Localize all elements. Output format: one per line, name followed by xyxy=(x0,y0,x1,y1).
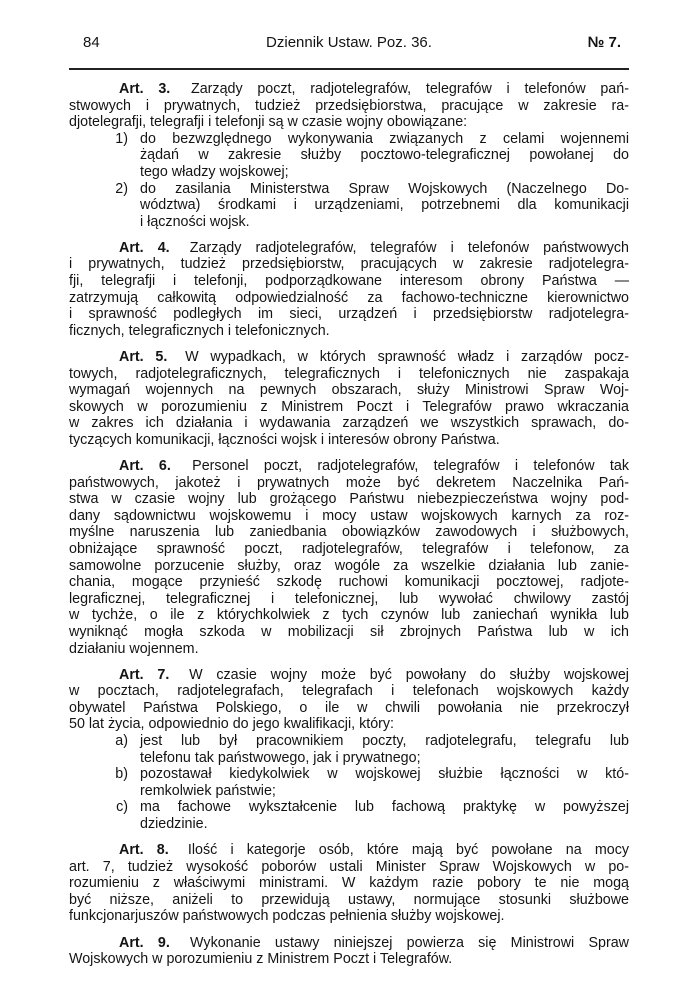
article-label: Art. 7. xyxy=(119,666,170,683)
line-text: Wykonanie ustawy niniejszej powierza się Ministrowi Spraw xyxy=(190,934,629,951)
list-marker: b) xyxy=(115,766,128,783)
text-line xyxy=(69,524,629,541)
text-line xyxy=(69,273,629,290)
article-label: Art. 8. xyxy=(119,842,169,859)
text-line: do bezwzględnego wykonywania związanych z celami wojennemi xyxy=(140,130,629,147)
line-text: chania, mogące przynieść szkodę ruchowi komunikacji pocztowej, radjote- xyxy=(69,574,629,591)
line-text: w tychże, o ile z którychkolwiek z tych czynów lub zaniechań wynikła lub xyxy=(69,607,629,624)
list-item-text xyxy=(140,181,629,231)
document-body xyxy=(69,81,629,977)
text-line xyxy=(69,81,629,98)
line-text: Personel poczt, radjotelegrafów, telegrafów i telefonów tak xyxy=(192,457,629,474)
text-line xyxy=(69,240,629,257)
text-line xyxy=(69,491,629,508)
text-line: wództwa) środkami i urządzeniami, potrzebnemi dla komunikacji xyxy=(140,197,629,214)
text-line xyxy=(69,641,629,658)
line-text: legraficznej, telegraficznej i telefonicznej, lub wywołać chwilowy zastój xyxy=(69,590,629,607)
text-line: i łączności wojsk. xyxy=(140,213,250,230)
line-text: stwowych i prywatnych, tudzież przedsiębiorstwa, pracujące w zakresie ra- xyxy=(69,97,629,114)
text-line xyxy=(69,475,629,492)
line-text: obniżające sprawność poczt, radjotelegrafów, telegrafów i telefonow, za xyxy=(69,540,629,557)
text-line xyxy=(69,399,629,416)
text-line xyxy=(69,349,629,366)
text-line xyxy=(69,366,629,383)
line-text: art. 7, tudzież wysokość poborów ustali Minister Spraw Wojskowych w po- xyxy=(69,858,629,875)
line-text: w zakres ich działania i wydawania zarządzeń we wszystkich sprawach, do- xyxy=(69,415,629,432)
article-label: Art. 4. xyxy=(119,239,170,256)
line-text: stwa w czasie wojny lub grożącego Państwu niebezpieczeństwa wojny pod- xyxy=(69,491,629,508)
line-text: ficznych, telegraficznych i telefonicznych. xyxy=(69,322,330,339)
list-item-text xyxy=(140,733,629,766)
line-text: funkcjonarjuszów państwowych podczas pełnienia służby wojskowej. xyxy=(69,908,505,925)
article xyxy=(69,349,629,449)
text-line xyxy=(69,935,629,952)
list-item-text xyxy=(140,766,629,799)
text-line xyxy=(69,667,629,684)
line-text: samowolne porzucenie służby, oraz wogóle za wszelkie działania lub zanie- xyxy=(69,557,629,574)
article xyxy=(69,667,629,833)
line-text: W czasie wojny może być powołany do służby wojskowej xyxy=(189,666,629,683)
text-line: do zasilania Ministerstwa Spraw Wojskowych (Naczelnego Do- xyxy=(140,180,629,197)
list-marker: 1) xyxy=(115,130,128,147)
text-line xyxy=(69,951,629,968)
article-label: Art. 3. xyxy=(119,81,171,97)
line-text: w pocztach, radjotelegrafach, telegrafach i telefonach wojskowych każdy xyxy=(69,683,629,700)
text-line xyxy=(69,432,629,449)
article-label: Art. 5. xyxy=(119,348,168,365)
article xyxy=(69,842,629,925)
text-line xyxy=(69,256,629,273)
running-title: Dziennik Ustaw. Poz. 36. xyxy=(266,34,432,51)
text-line: żądań w zakresie służby pocztowo-telegraficznej powołanej do xyxy=(140,147,629,164)
text-line xyxy=(69,98,629,115)
article xyxy=(69,81,629,230)
text-line xyxy=(69,908,629,925)
line-text: djotelegrafji, telegrafji i telefonji są w czasie wojny obowiązane: xyxy=(69,114,468,131)
article xyxy=(69,935,629,968)
text-line xyxy=(69,624,629,641)
text-line xyxy=(69,716,629,733)
text-line xyxy=(69,859,629,876)
line-text: państwowych, jakoteż i prywatnych może być dekretem Naczelnika Pań- xyxy=(69,474,629,491)
text-line xyxy=(69,114,629,131)
line-text: Zarządy poczt, radjotelegrafów, telegrafów i telefonów pań- xyxy=(190,81,629,97)
article-label: Art. 6. xyxy=(119,457,171,474)
text-line xyxy=(69,591,629,608)
text-line xyxy=(69,574,629,591)
text-line xyxy=(69,323,629,340)
article-label: Art. 9. xyxy=(119,934,170,951)
line-text: działaniu wojennem. xyxy=(69,640,199,657)
line-text: dany sądownictwu wojskowemu i mocy ustaw wojskowych karnych za roz- xyxy=(69,507,629,524)
text-line xyxy=(69,382,629,399)
header-rule xyxy=(69,68,629,70)
text-line: remkolwiek państwie; xyxy=(140,782,276,799)
article xyxy=(69,240,629,340)
list-marker: 2) xyxy=(115,180,128,197)
line-text: myślne naruszenia lub zaniedbania obowiązków zawodowych i służbowych, xyxy=(69,524,629,541)
line-text: wymagań wojennych na pewnych obszarach, służy Ministrowi Spraw Woj- xyxy=(69,382,629,399)
line-text: tyczących komunikacji, łączności wojsk i interesów obrony Państwa. xyxy=(69,431,500,448)
text-line: jest lub był pracownikiem poczty, radjotelegrafu, telegrafu lub xyxy=(140,732,629,749)
text-line xyxy=(69,306,629,323)
line-text: fji, telegrafji i telefonji, podporządkowane interesom obrony Państwa — xyxy=(69,273,629,290)
line-text: i sprawność podległych im sieci, urządzeń i przedsiębiorstw radjotelegra- xyxy=(69,306,629,323)
text-line xyxy=(69,290,629,307)
text-line xyxy=(69,541,629,558)
text-line: pozostawał kiedykolwiek w wojskowej służbie łączności w któ- xyxy=(140,766,629,783)
list-item xyxy=(69,181,629,231)
list-marker: a) xyxy=(115,732,128,749)
list-item-text xyxy=(140,799,629,832)
list-item xyxy=(69,799,629,832)
list-item xyxy=(69,733,629,766)
line-text: Ilość i kategorje osób, które mają być powołane na mocy xyxy=(187,842,629,859)
list-item xyxy=(69,131,629,181)
line-text: być niższe, aniżeli to przewidują ustawy, normujące stosunki służbowe xyxy=(69,891,629,908)
line-text: rozumieniu z właściwymi ministrami. W każdym razie pobory te nie mogą xyxy=(69,875,629,892)
text-line xyxy=(69,842,629,859)
text-line: ma fachowe wykształcenie lub fachową praktykę w powyższej xyxy=(140,799,629,816)
text-line xyxy=(69,607,629,624)
text-line: tego władzy wojskowej; xyxy=(140,163,289,180)
text-line xyxy=(69,558,629,575)
line-text: wyniknąć mogła szkoda w mobilizacji sił zbrojnych Państwa lub w ich xyxy=(69,623,629,640)
list-item-text xyxy=(140,131,629,181)
list-item xyxy=(69,766,629,799)
line-text: skowych w porozumieniu z Ministrem Poczt i Telegrafów prawo wkraczania xyxy=(69,398,629,415)
page-header xyxy=(69,34,629,56)
line-text: W wypadkach, w których sprawność władz i zarządów pocz- xyxy=(185,348,629,365)
text-line xyxy=(69,415,629,432)
text-line xyxy=(69,458,629,475)
text-line xyxy=(69,508,629,525)
line-text: i prywatnych, tudzież przedsiębiorstw, pracujących w zakresie radjotelegra- xyxy=(69,256,629,273)
issue-number: № 7. xyxy=(587,34,621,51)
text-line xyxy=(69,892,629,909)
line-text: 50 lat życia, odpowiednio do jego kwalifikacji, który: xyxy=(69,716,395,733)
line-text: Wojskowych w porozumieniu z Ministrem Poczt i Telegrafów. xyxy=(69,951,453,968)
text-line xyxy=(69,700,629,717)
article xyxy=(69,458,629,657)
text-line: dziedzinie. xyxy=(140,815,208,832)
line-text: obywatel Państwa Polskiego, o ile w chwili powołania nie przekroczył xyxy=(69,699,629,716)
line-text: Zarządy radjotelegrafów, telegrafów i telefonów państwowych xyxy=(189,239,629,256)
page-number: 84 xyxy=(83,34,100,51)
line-text: zatrzymują całkowitą odpowiedzialność za fachowo-techniczne kierownictwo xyxy=(69,289,629,306)
text-line xyxy=(69,875,629,892)
text-line: telefonu tak państwowego, jak i prywatnego; xyxy=(140,749,421,766)
list-marker: c) xyxy=(116,799,128,816)
text-line xyxy=(69,683,629,700)
line-text: towych, radjotelegraficznych, telegraficznych i telefonicznych nie zaspakaja xyxy=(69,365,629,382)
